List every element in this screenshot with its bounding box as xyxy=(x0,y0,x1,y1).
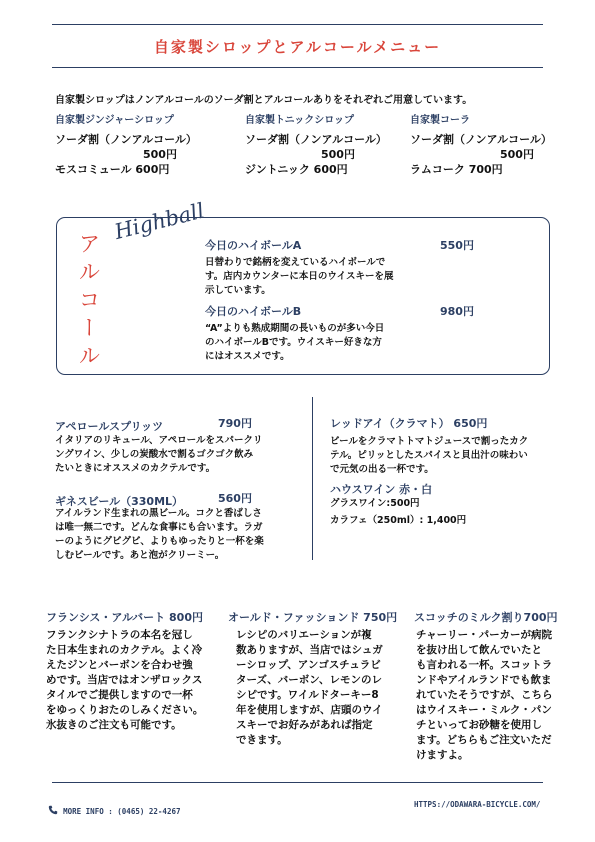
phone-icon xyxy=(48,800,58,819)
syrup-line: ソーダ割（ノンアルコール） xyxy=(410,133,552,146)
syrup-line: ラムコーク 700円 xyxy=(410,163,503,176)
scotch-milk xyxy=(414,609,584,763)
item-name: ギネスビール（330ML） xyxy=(55,495,184,508)
highball-name: 今日のハイボールB xyxy=(205,305,302,318)
syrup-price: 500円 xyxy=(500,148,534,161)
item-desc: イタリアのリキュール、アペロールをスパークリ ングワイン、少しの炭酸水で割るゴクゴク飲み たいときにオススメのカクテルです。 xyxy=(55,435,263,474)
item-heading: スコッチのミルク割り700円 xyxy=(414,611,558,624)
aperol-spritz xyxy=(55,415,305,476)
item-name: レッドアイ（クラマト） 650円 xyxy=(330,417,488,430)
francis-albert xyxy=(46,609,224,733)
highball-desc: 日替わりで銘柄を変えているハイボールで す。店内カウンターに本日のウイスキーを展 示しています。 xyxy=(205,257,394,296)
footer-contact: MORE INFO : (0465) 22-4267 xyxy=(63,807,181,816)
syrup-heading: 自家製コーラ xyxy=(410,115,470,126)
item-desc: ビールをクラマトトマトジュースで割ったカク テル。ピリッとしたスパイスと貝出汁の味わい で元気の出る一杯です。 xyxy=(330,436,529,475)
item-desc: チャーリー・パーカーが病院 を抜け出して飲んでいたと も言われる一杯。スコットラ ンドやアイルランドでも飲ま れていたそうですが、こちら はウイスキー・ミルク・パン チといってお砂糖を使用し ます。どちらもご注文いただ けますよ。 xyxy=(416,629,553,761)
top-rule xyxy=(52,24,543,25)
syrup-ginger xyxy=(55,111,225,177)
footer-url[interactable]: HTTPS://ODAWARA-BICYCLE.COM/ xyxy=(414,800,541,809)
middle-divider xyxy=(312,397,313,560)
title-rule xyxy=(52,67,543,68)
guinness-beer xyxy=(55,490,305,563)
highball-b xyxy=(205,303,445,364)
intro-text: 自家製シロップはノンアルコールのソーダ割とアルコールありをそれぞれご用意しています。 xyxy=(55,95,473,106)
syrup-price: 500円 xyxy=(143,148,177,161)
item-price: 560円 xyxy=(218,492,252,505)
syrup-tonic xyxy=(245,111,415,177)
syrup-heading: 自家製ジンジャーシロップ xyxy=(55,115,174,126)
page-title: 自家製シロップとアルコールメニュー xyxy=(153,38,442,56)
syrup-line: ソーダ割（ノンアルコール） xyxy=(55,133,197,146)
house-wine xyxy=(330,481,560,528)
item-heading: フランシス・アルバート 800円 xyxy=(46,611,203,624)
old-fashioned xyxy=(228,609,410,748)
item-desc: フランクシナトラの本名を冠し た日本生まれのカクテル。よく冷 えたジンとバーボンを合わせ強 めです。当店ではオンザロックス タイルでご提供しますので一杯 をゆっくりおたのしみください。 氷抜きのご注文も可能です。 xyxy=(46,629,204,731)
highball-name: 今日のハイボールA xyxy=(205,239,302,252)
highball-script-label: Highball xyxy=(112,198,207,244)
syrup-cola xyxy=(410,111,590,177)
footer-info xyxy=(48,799,181,819)
syrup-line: モスコミュール 600円 xyxy=(55,163,170,176)
item-desc: レシピのバリエーションが複 数ありますが、当店ではシュガ ーシロップ、アンゴスチュラビ ターズ、バーボン、レモンのレ シピです。ワイルドターキー8 年を使用しますが、店頭のウイ スキーでお好みがあれば指定 できます。 xyxy=(236,629,383,746)
item-desc: アイルランド生まれの黒ビール。コクと香ばしさ は唯一無二です。どんな食事にも合います。ラガ ーのようにグビグビ、よりもゆったりと一杯を楽 しむビールです。あと泡がクリーミー。 xyxy=(55,508,264,561)
syrup-price: 500円 xyxy=(321,148,355,161)
item-name: アペロールスプリッツ xyxy=(55,420,164,433)
item-price: 790円 xyxy=(218,417,252,430)
item-name: ハウスワイン 赤・白 xyxy=(330,483,433,496)
syrup-line: ソーダ割（ノンアルコール） xyxy=(245,133,387,146)
footer-rule xyxy=(52,782,543,783)
highball-price: 980円 xyxy=(440,305,474,318)
alcohol-vertical-label: アルコール xyxy=(75,232,100,372)
item-heading: オールド・ファッションド 750円 xyxy=(228,611,398,624)
red-eye xyxy=(330,415,560,477)
wine-glass-price: グラスワイン:500円 xyxy=(330,498,420,509)
syrup-line: ジントニック 600円 xyxy=(245,163,348,176)
highball-a xyxy=(205,237,445,298)
highball-desc: “A”よりも熟成期間の長いものが多い今日 のハイボールBです。ウイスキー好きな方 にはオススメです。 xyxy=(205,323,385,362)
wine-carafe-price: カラフェ（250ml）: 1,400円 xyxy=(330,515,467,526)
highball-price: 550円 xyxy=(440,239,474,252)
syrup-heading: 自家製トニックシロップ xyxy=(245,115,354,126)
